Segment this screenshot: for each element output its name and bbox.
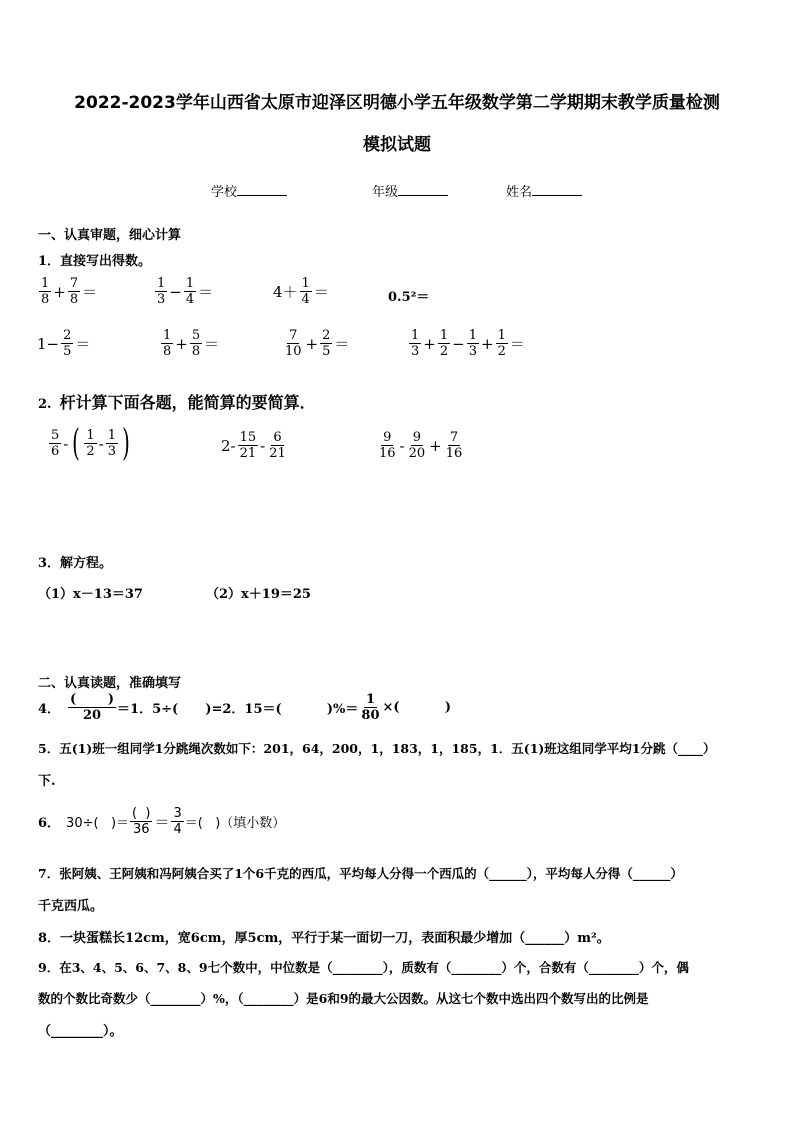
q2-heading (38, 390, 316, 413)
q2-expr-3: $\frac{9}{16}$ - $\frac{9}{20}$ + $\frac{7}{16}$ (379, 430, 463, 461)
q1-label: 1．直接写出得数。 (38, 254, 152, 269)
grade-field[interactable] (372, 181, 448, 200)
q6-tail-text: ＝( )（填小数） (184, 816, 286, 831)
q4-line: 4． $\frac{( )}{20}$ ＝1．5÷( )=2．15＝( )%＝ $\frac{1}{80}$ ×( ) (38, 692, 451, 723)
q2-expr-2: 2- $\frac{15}{21}$ - $\frac{6}{21}$ (221, 430, 286, 461)
school-field[interactable] (211, 181, 287, 200)
page-title: 2022-2023学年山西省太原市迎泽区明德小学五年级数学第二学期期末教学质量检测 (74, 93, 720, 113)
q4-fraction-blank[interactable]: $\frac{( )}{20}$ (70, 692, 115, 723)
q3-equation-2: （2）x＋19＝25 (206, 587, 311, 602)
q7-line1: 7．张阿姨、王阿姨和冯阿姨合买了1个6千克的西瓜，平均每人分得一个西瓜的（______），平均每人分得（______） (38, 866, 683, 881)
section-2-heading: 二、认真读题，准确填写 (38, 676, 182, 691)
q1-r1-expr-c: 4＋ $\frac{1}{4}$ ＝ (273, 276, 329, 307)
q1-r2-expr-c: $\frac{7}{10}$ + $\frac{2}{5}$ ＝ (285, 328, 350, 359)
q6-pre-text: 30÷( )＝ (66, 816, 130, 831)
q6-line: 6． 30÷( )＝ $\frac{( )}{36}$ ＝ $\frac{3}{4}$ ＝( )（填小数） (38, 806, 286, 837)
school-blank[interactable] (237, 184, 287, 196)
q1-r2-expr-a: 1− $\frac{2}{5}$ ＝ (37, 328, 91, 359)
q6-number: 6． (38, 816, 61, 831)
name-field[interactable] (506, 181, 582, 200)
q4-middle-text: ＝1．5÷( )=2．15＝( )%＝ (117, 702, 359, 717)
q1-r1-expr-a: $\frac{1}{8}$ + $\frac{7}{8}$ ＝ (41, 276, 98, 307)
section-1-heading: 一、认真审题，细心计算 (38, 228, 182, 243)
q3-label: 3．解方程。 (38, 556, 113, 571)
q4-tail-text: ×( ) (382, 700, 451, 715)
grade-label: 年级 (372, 185, 399, 200)
q2-expr-1: $\frac{5}{6}$ - ( $\frac{1}{2}$ - $\frac{1}{3}$ ) (51, 422, 130, 464)
q6-fraction-blank[interactable]: $\frac{( )}{36}$ (132, 806, 151, 837)
page-title-line2: 模拟试题 (363, 135, 431, 155)
fraction: $\frac{7}{8}$ (69, 276, 79, 307)
q1-r2-expr-b: $\frac{1}{8}$ + $\frac{5}{8}$ ＝ (163, 328, 220, 359)
q1-r1-expr-d: 0.5²＝ (388, 290, 430, 305)
q1-r1-expr-b: $\frac{1}{3}$ − $\frac{1}{4}$ ＝ (157, 276, 214, 307)
q4-number: 4． (38, 702, 61, 717)
q9-line2: 数的个数比奇数少（________）%，（________）是6和9的最大公因数。从这七个数中选出四个数写出的比例是 (38, 991, 649, 1006)
name-label: 姓名 (506, 185, 533, 200)
q7-line2: 千克西瓜。 (38, 899, 104, 914)
fraction: $\frac{1}{8}$ (41, 276, 50, 307)
q1-r2-expr-d: $\frac{1}{3}$ + $\frac{1}{2}$ − $\frac{1}{3}$ + $\frac{1}{2}$ ＝ (411, 328, 525, 359)
name-blank[interactable] (532, 184, 582, 196)
grade-blank[interactable] (398, 184, 448, 196)
q9-line1: 9．在3、4、5、6、7、8、9七个数中，中位数是（________），质数有（________）个，合数有（________）个，偶 (38, 960, 689, 975)
school-label: 学校 (211, 185, 238, 200)
q3-equation-1: （1）x－13＝37 (38, 587, 143, 602)
q8-text: 8．一块蛋糕长12cm，宽6cm，厚5cm，平行于某一面切一刀，表面积最少增加（______）m²。 (38, 931, 610, 946)
q2-number: 2. (38, 397, 52, 412)
q9-line3: （________）。 (38, 1024, 123, 1039)
q5-line2: 下. (38, 774, 56, 789)
q2-label: 杆计算下面各题，能简算的要简算． (59, 393, 316, 412)
q5-line1: 5．五(1)班一组同学1分跳绳次数如下：201，64，200，1，183，1，185，1．五(1)班这组同学平均1分跳（____） (38, 741, 716, 756)
